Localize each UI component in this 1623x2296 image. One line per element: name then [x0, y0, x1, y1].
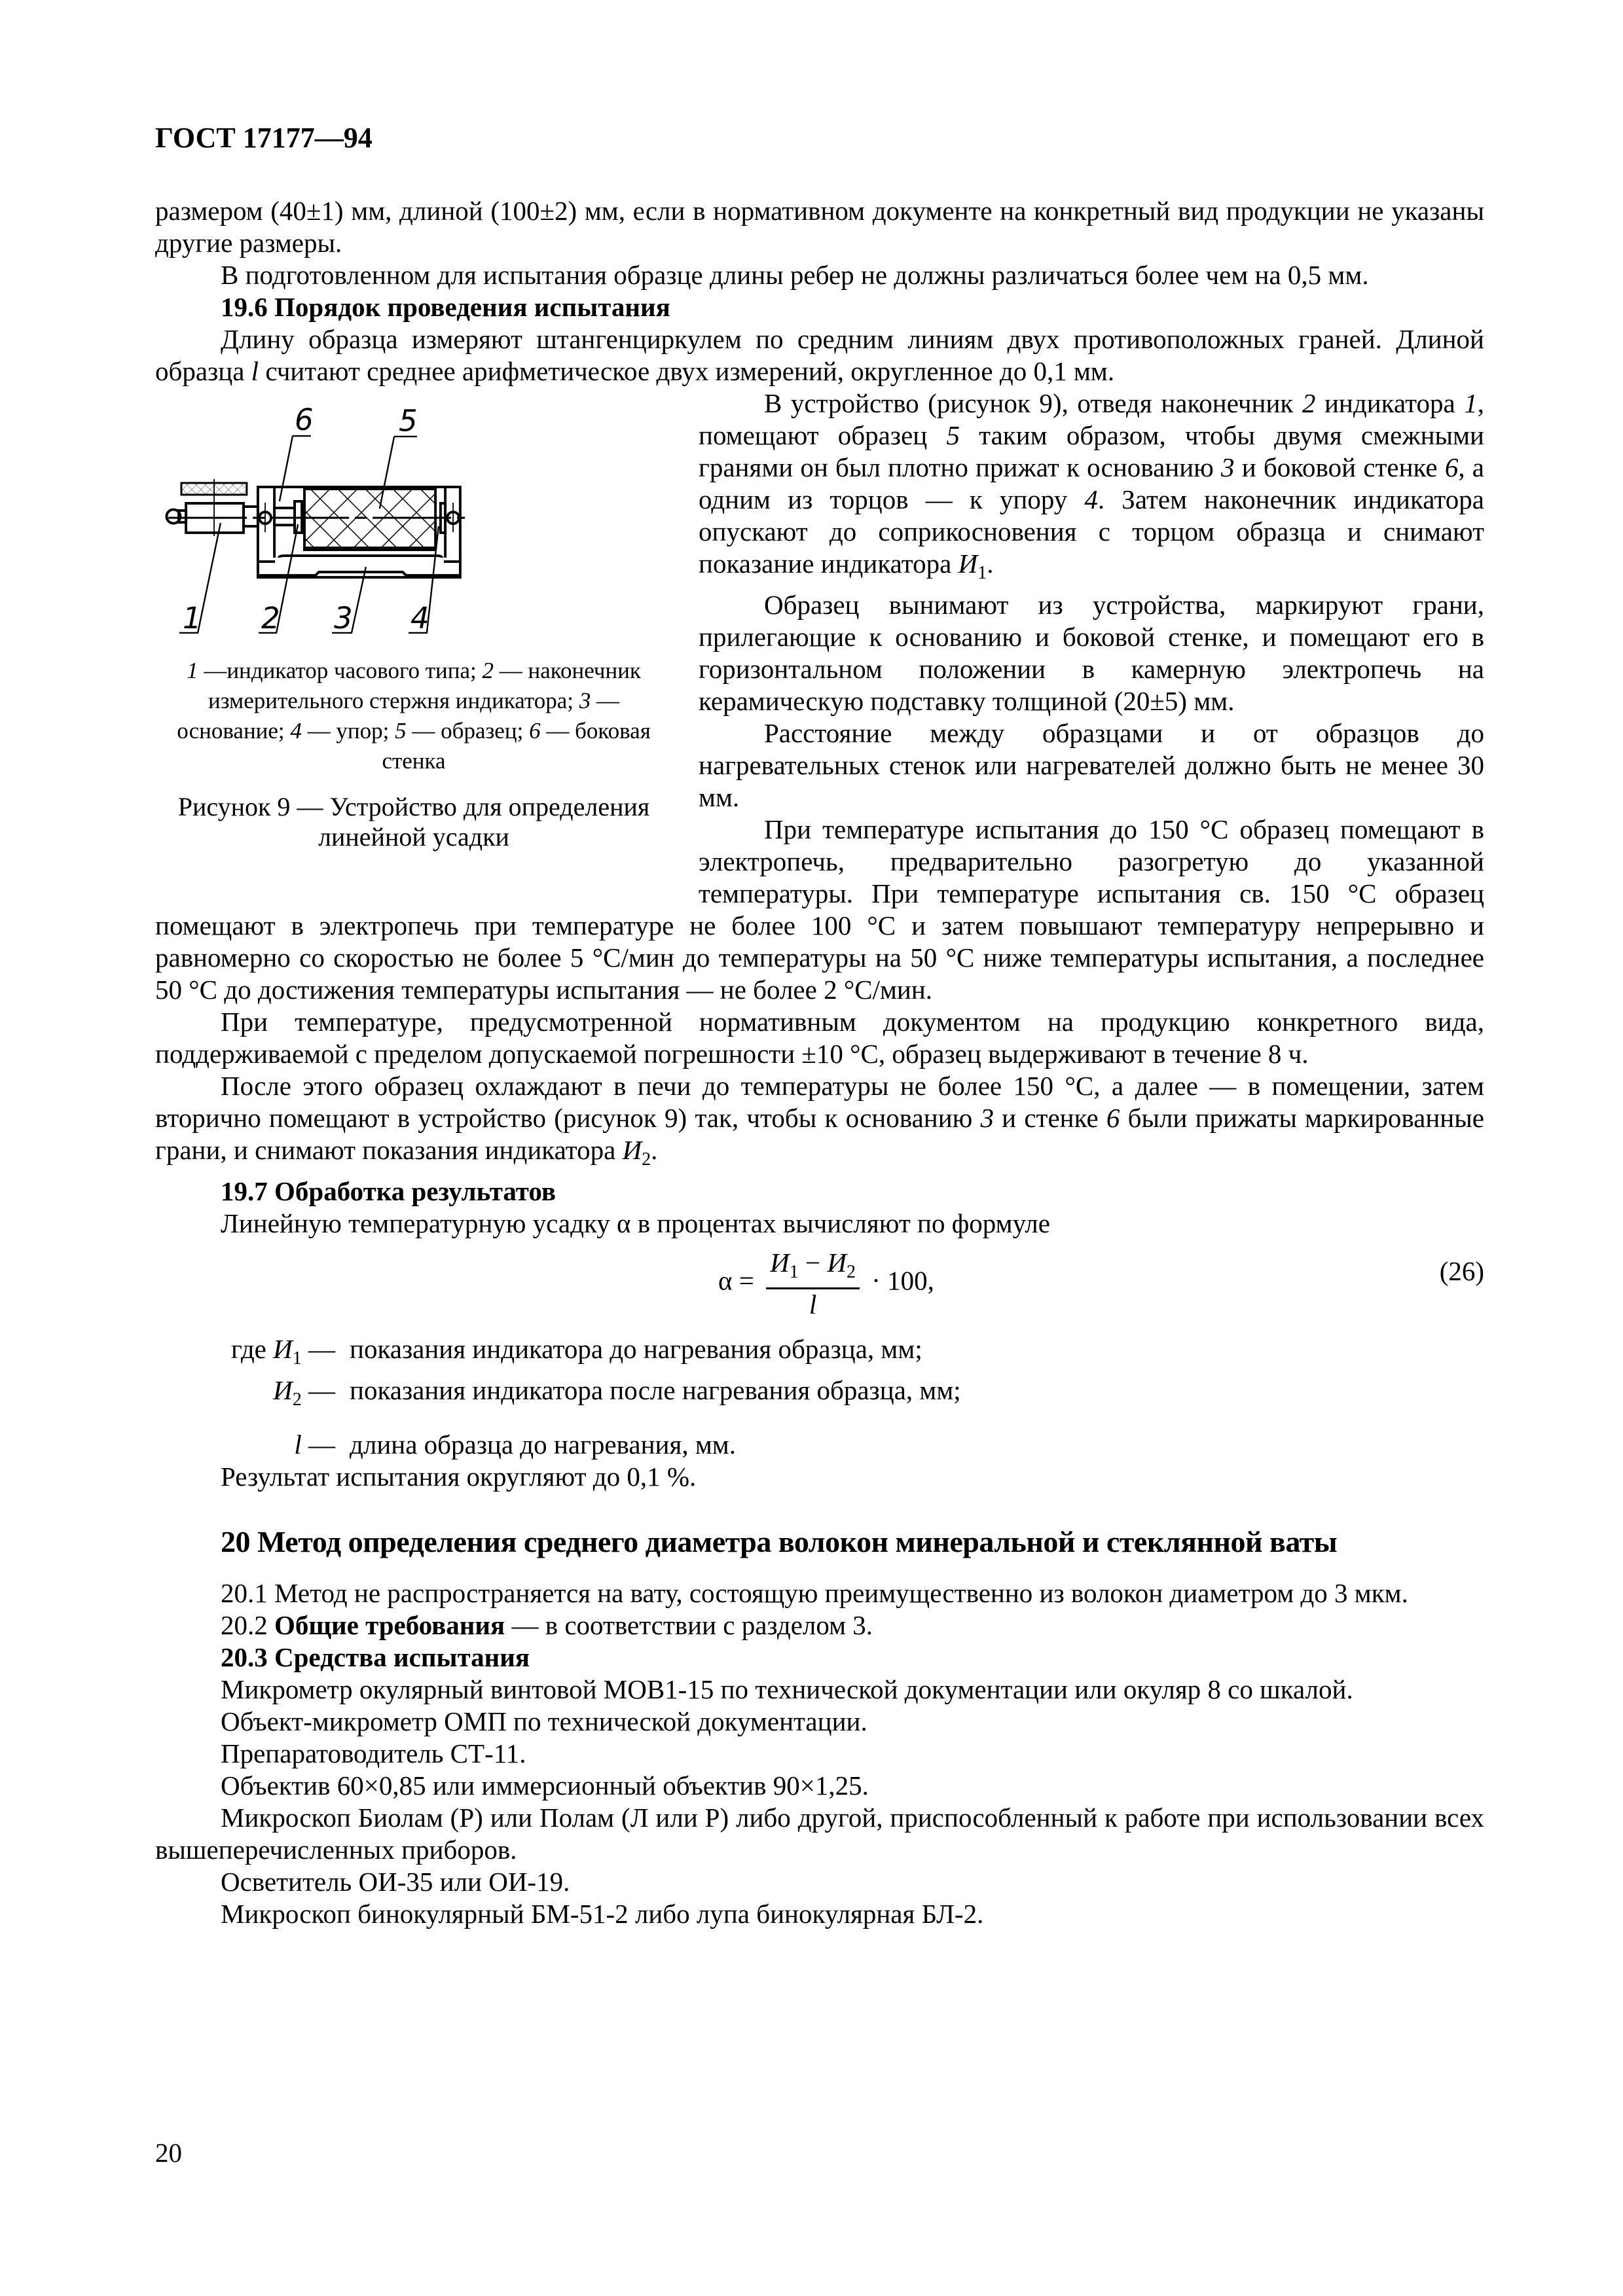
text-segment: 4 — [1084, 484, 1098, 514]
text-segment: Образец вынимают из устройства, маркируют грани, прилегающие к основанию и боковой стенке, и помещают его в горизонтальном положении в камерную электропечь на керамическую подставку толщиной (20±5) мм. — [699, 590, 1484, 716]
formula-lhs: α = — [718, 1265, 754, 1296]
text-segment: В подготовленном для испытания образце длины ребер не должны различаться более чем на 0,5 мм. — [221, 260, 1369, 290]
variable-symbol — [155, 1374, 350, 1416]
text-segment: , а одним из торцов — к упору — [699, 452, 1484, 514]
text-segment: таким образом, чтобы двумя смежными гранями он был плотно прижат к основанию — [699, 420, 1484, 482]
equation-number: (26) — [1439, 1256, 1484, 1286]
section-heading-19-6: 19.6 Порядок проведения испытания — [221, 292, 670, 322]
text-segment: Расстояние между образцами и от образцов до нагревательных стенок или нагревателей должно быть не менее 30 мм. — [699, 718, 1484, 812]
text-segment: 3 — [1221, 452, 1235, 482]
text-segment: — — [308, 1334, 335, 1364]
section-heading-20: 20 Метод определения среднего диаметра волокон минеральной и стеклянной ваты — [221, 1525, 1338, 1558]
text-segment: — — [308, 1429, 335, 1460]
text-segment: — боковая стенка — [382, 718, 651, 774]
variable-symbol — [155, 1333, 350, 1374]
text-segment: − — [798, 1247, 828, 1278]
paragraph — [155, 1674, 1484, 1706]
variable-definitions — [155, 1333, 1484, 1461]
label-3: 3 — [334, 601, 353, 636]
text-segment: 6 — [1444, 452, 1459, 482]
text-segment: 6 — [529, 718, 541, 744]
text-segment: 6 — [1106, 1103, 1120, 1133]
indicator — [166, 483, 258, 533]
text-segment: Объект-микрометр ОМП по технической документации. — [221, 1706, 867, 1736]
text-segment: Микроскоп Биолам (Р) или Полам (Л или Р) либо другой, приспособленный к работе при использовании всех вышеперечисленных приборов. — [155, 1803, 1484, 1865]
text-segment: —индикатор часового типа; — [198, 658, 483, 683]
text-segment: В устройство (рисунок 9), отведя наконечник — [764, 388, 1302, 418]
text-segment: и стенке — [993, 1103, 1106, 1133]
label-4: 4 — [410, 601, 429, 636]
label-5: 5 — [399, 403, 418, 439]
text-segment: 3 — [579, 688, 591, 713]
variable-description: показания индикатора до нагревания образца, мм; — [350, 1334, 922, 1364]
paragraph — [155, 1577, 1484, 1609]
section-heading-20-3: 20.3 Средства испытания — [221, 1642, 530, 1672]
formula-denominator: l — [809, 1289, 817, 1319]
text-segment: 20.2 — [221, 1610, 274, 1640]
label-6: 6 — [295, 403, 314, 438]
paragraph — [155, 1802, 1484, 1866]
formula-rhs: · 100, — [871, 1265, 934, 1296]
section-heading-19-7: 19.7 Обработка результатов — [221, 1176, 556, 1206]
paragraph — [155, 1208, 1484, 1240]
paragraph — [155, 1006, 1484, 1070]
text-segment: Результат испытания округляют до 0,1 %. — [221, 1462, 697, 1492]
text-segment: l — [294, 1429, 302, 1460]
text-segment: И — [622, 1135, 642, 1165]
paragraph — [155, 1738, 1484, 1770]
text-segment: И — [273, 1375, 293, 1405]
text-segment: 20.1 Метод не распространяется на вату, состоящую преимущественно из волокон диаметром до 3 мкм. — [221, 1578, 1408, 1608]
variable-symbol — [155, 1429, 350, 1461]
text-segment: — наконечник измерительного стержня индикатора; — [208, 658, 641, 713]
figure-caption: Рисунок 9 — Устройство для определения линейной усадки — [177, 792, 650, 852]
text-segment: 2 — [482, 658, 494, 683]
text-segment: 2 — [642, 1149, 651, 1170]
text-segment: l — [251, 356, 259, 386]
text-segment: . — [987, 548, 994, 579]
text-segment: — — [308, 1375, 335, 1405]
paragraph — [155, 1770, 1484, 1802]
text-segment: Общие требования — [274, 1610, 505, 1640]
text-segment: После этого образец охлаждают в печи до температуры не более 150 °С, а далее — в помещении, затем вторично помещают в устройство (рисунок 9) так, чтобы к основанию — [155, 1071, 1484, 1133]
text-segment: При температуре, предусмотренной нормативным документом на продукцию конкретного вида, поддерживаемой с пределом допускаемой погрешности ±10 °С, образец выдерживают в течение 8 ч. — [155, 1007, 1484, 1069]
text-segment: 1 — [789, 1262, 799, 1282]
document-header: ГОСТ 17177—94 — [155, 122, 373, 154]
text-segment: 1 — [187, 658, 198, 683]
paragraph — [155, 1898, 1484, 1930]
text-segment: индикатора — [1315, 388, 1465, 418]
text-segment: были прижаты маркированные грани, и снимают показания индикатора — [155, 1103, 1484, 1165]
variable-description: длина образца до нагревания, мм. — [350, 1429, 736, 1460]
text-segment: И — [958, 548, 978, 579]
text-segment: 3 — [980, 1103, 994, 1133]
text-segment: Линейную температурную усадку α в процентах вычисляют по формуле — [221, 1208, 1050, 1238]
text-segment: Микроскоп бинокулярный БМ-51-2 либо лупа бинокулярная БЛ-2. — [221, 1899, 984, 1929]
text-segment: где — [231, 1334, 266, 1364]
paragraph — [155, 1609, 1484, 1641]
paragraph — [155, 195, 1484, 259]
text-segment: Объектив 60×0,85 или иммерсионный объектив 90×1,25. — [221, 1770, 869, 1801]
paragraph — [155, 323, 1484, 387]
text-segment: 5 — [946, 420, 960, 450]
text-segment: — в соответствии с разделом 3. — [505, 1610, 873, 1640]
label-2: 2 — [261, 601, 280, 636]
variable-definition — [155, 1374, 1484, 1416]
paragraph — [155, 259, 1484, 291]
paragraph — [155, 1866, 1484, 1898]
paragraph — [155, 1706, 1484, 1738]
text-segment: 1 — [977, 563, 987, 583]
variable-definition — [155, 1429, 1484, 1461]
text-segment: 1 — [1464, 388, 1478, 418]
formula-26 — [155, 1247, 1484, 1323]
text-segment: Осветитель ОИ-35 или ОИ-19. — [221, 1867, 570, 1897]
text-segment: . Затем наконечник индикатора опускают до соприкосновения с торцом образца и снимают показание индикатора — [699, 484, 1484, 579]
text-segment: Препаратоводитель СТ-11. — [221, 1738, 526, 1768]
paragraph — [155, 1070, 1484, 1175]
text-segment: 2 — [846, 1262, 856, 1282]
page-number: 20 — [155, 2138, 182, 2168]
page-body — [155, 195, 1484, 1930]
text-segment: и боковой стенке — [1234, 452, 1445, 482]
text-segment: 4 — [290, 718, 302, 744]
variable-description: показания индикатора после нагревания образца, мм; — [350, 1375, 961, 1405]
text-segment: При температуре испытания до 150 °С образец помещают в электропечь, предварительно разогретую до указанной температуры. При температуре испытания св. 150 °С образец помещают в электропечь при температуре не более 100 °С и затем повышают температуру непрерывно и равномерно со скоростью не более 5 °С/мин до температуры на 50 °С ниже температуры испытания, а последнее 50 °С до достижения температуры испытания — не более 2 °С/мин. — [155, 814, 1484, 1005]
text-segment: — основание; — [177, 688, 620, 744]
text-segment: — образец; — [406, 718, 530, 744]
text-segment: 2 — [292, 1390, 302, 1410]
text-segment: , помещают образец — [699, 388, 1484, 450]
text-segment: И — [770, 1247, 790, 1278]
text-segment: . — [651, 1135, 658, 1165]
text-segment: считают среднее арифметическое двух измерений, округленное до 0,1 мм. — [259, 356, 1115, 386]
paragraph — [155, 1461, 1484, 1493]
text-segment: Длину образца измеряют штангенциркулем по средним линиям двух противоположных граней. Длиной образца — [155, 324, 1484, 386]
text-segment: И — [827, 1247, 847, 1278]
label-1: 1 — [183, 601, 202, 636]
text-segment: Микрометр окулярный винтовой МОВ1-15 по технической документации или окуляр 8 со шкалой. — [221, 1674, 1353, 1704]
formula-numerator — [766, 1247, 860, 1289]
device-diagram — [155, 389, 666, 651]
text-segment: 2 — [1302, 388, 1316, 418]
figure-legend — [162, 656, 666, 776]
variable-definition — [155, 1333, 1484, 1374]
text-segment: 1 — [292, 1348, 302, 1369]
text-segment: 5 — [395, 718, 407, 744]
text-segment: — упор; — [301, 718, 395, 744]
figure-9 — [155, 389, 672, 902]
text-segment: И — [273, 1334, 293, 1364]
text-segment: размером (40±1) мм, длиной (100±2) мм, если в нормативном документе на конкретный вид продукции не указаны другие размеры. — [155, 196, 1484, 258]
